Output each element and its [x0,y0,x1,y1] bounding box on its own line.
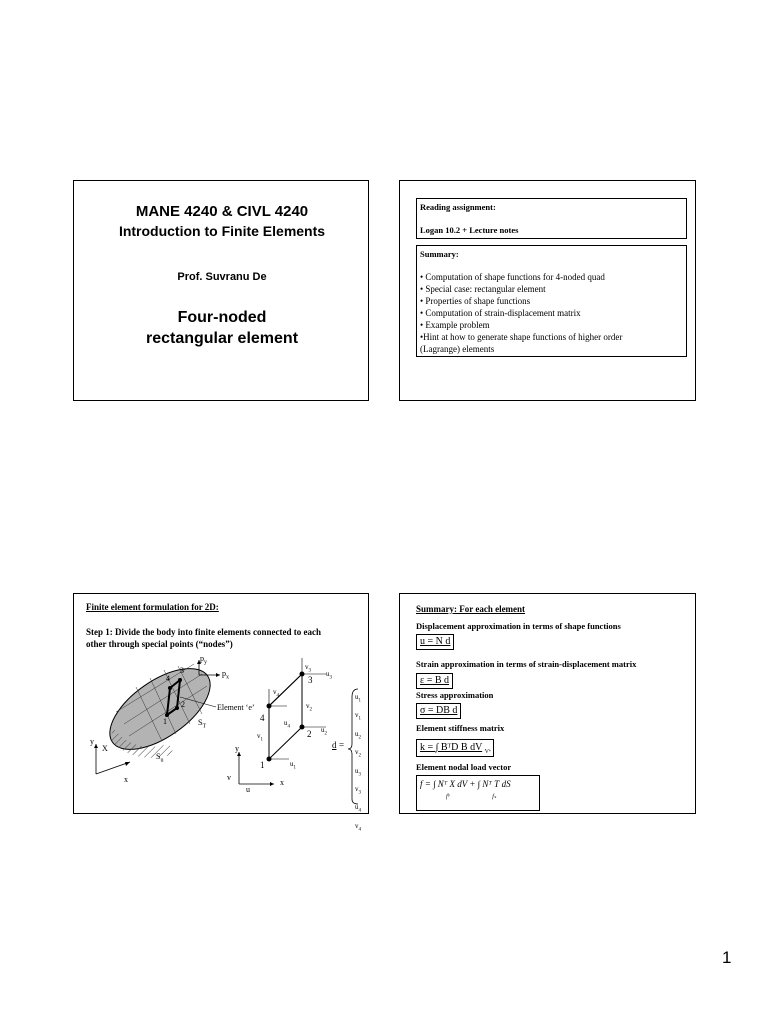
d-vector-entry: $v_4$ [355,821,361,833]
label-py: $p_y$ [200,654,207,666]
upper-x-arrowhead [125,762,130,766]
summary-list [420,271,682,355]
d-vector-entry: $u_1$ [355,693,361,704]
label-u1: $u_1$ [290,760,296,771]
reading-header: Reading assignment: [420,202,496,212]
stiffness-label: Element stiffness matrix [416,723,505,733]
reading-box [416,198,687,239]
summary-item: •Hint at how to generate shape functions of higher order [420,332,623,342]
label-lower-x: x [280,778,284,787]
element-quad [269,674,302,759]
label-upper-x: x [124,775,128,784]
d-vector-entry: $v_3$ [355,784,361,796]
strain-label: Strain approximation in terms of strain-displacement matrix [416,659,637,669]
professor-name: Prof. Suvranu De [177,271,267,283]
step-line-1: Step 1: Divide the body into finite elements connected to each [86,627,321,637]
label-node2-body: 2 [181,700,185,709]
label-element-e: Element ‘e’ [217,703,255,712]
upper-x-axis [96,762,130,774]
label-u2: $u_2$ [321,726,327,737]
summary-item: • Computation of strain-displacement matrix [420,308,581,318]
summary-box [416,245,687,357]
slide-reading-summary [399,180,696,401]
course-subtitle: Introduction to Finite Elements [118,223,326,239]
d-vector [355,690,361,837]
topic-line-1: Four-noded [177,309,267,326]
label-node3: 3 [308,675,313,685]
px-arrowhead [216,673,220,677]
label-st: $S_T$ [198,718,207,730]
label-v2: $v_2$ [306,702,312,713]
node-dot [175,706,179,710]
step-line-2: other through special points (“nodes”) [86,639,233,649]
d-vector-entry: $u_2$ [355,729,361,741]
strain-equation: ε = B d [416,673,453,689]
upper-y-arrowhead [94,744,98,748]
label-X: X [102,744,108,753]
d-vector-entry: $v_1$ [355,711,361,722]
reading-text: Logan 10.2 + Lecture notes [420,225,519,235]
label-d: d [332,740,337,750]
label-upper-y: y [90,737,94,746]
label-node4: 4 [260,713,265,723]
summary-header: Summary: [420,249,459,259]
label-lower-y: y [235,744,239,753]
summary-item: • Example problem [420,320,490,330]
label-node2: 2 [307,729,312,739]
d-vector-entry: $v_2$ [355,748,361,759]
label-u: u [246,785,250,794]
stiffness-equation: k = ∫ BᵀD B dV $_{Vᵉ}$ [416,739,494,757]
slide4-title: Summary: For each element [416,604,526,614]
label-u3: $u_3$ [326,670,332,681]
label-v: v [227,773,231,782]
label-v4: $v_4$ [273,688,279,699]
label-px: $p_x$ [222,669,229,681]
slide-element-summary [399,593,696,814]
stress-equation: σ = DB d [416,703,461,719]
node-dot [168,686,172,690]
label-node1: 1 [260,760,265,770]
topic-line-2: rectangular element [145,330,299,347]
summary-item: • Properties of shape functions [420,296,531,306]
page-number: 1 [722,948,732,967]
disp-equation: u = N d [416,634,454,650]
summary-item: • Computation of shape functions for 4-noded quad [420,272,605,282]
slide3-title: Finite element formulation for 2D: [86,602,219,612]
node-dot [178,678,182,682]
summary-item: • Special case: rectangular element [420,284,546,294]
stress-label: Stress approximation [416,690,494,700]
slide-title [73,180,369,401]
slide-fe-formulation [73,593,369,833]
load-label: Element nodal load vector [416,762,512,772]
label-node1-body: 1 [163,717,167,726]
lower-x-arrowhead [270,782,274,786]
load-equation: f = ∫ Nᵀ X dV + ∫ Nᵀ T dS fᵇ fₛ [416,775,540,811]
label-node3-body: 3 [180,666,184,675]
label-d-equals: = [339,740,345,750]
summary-item: (Lagrange) elements [420,344,495,354]
d-vector-entry: $u_3$ [355,766,361,777]
nodal-dof-arrows [269,658,326,759]
label-node4-body: 4 [166,674,170,683]
d-vector-entry: $u_4$ [355,803,361,814]
label-v3: $v_3$ [305,663,311,674]
label-u4: $u_4$ [284,719,290,730]
label-su: $S_u$ [156,752,164,764]
label-v1: $v_1$ [257,732,263,743]
course-title: MANE 4240 & CIVL 4240 [135,203,309,220]
disp-label: Displacement approximation in terms of shape functions [416,621,621,631]
